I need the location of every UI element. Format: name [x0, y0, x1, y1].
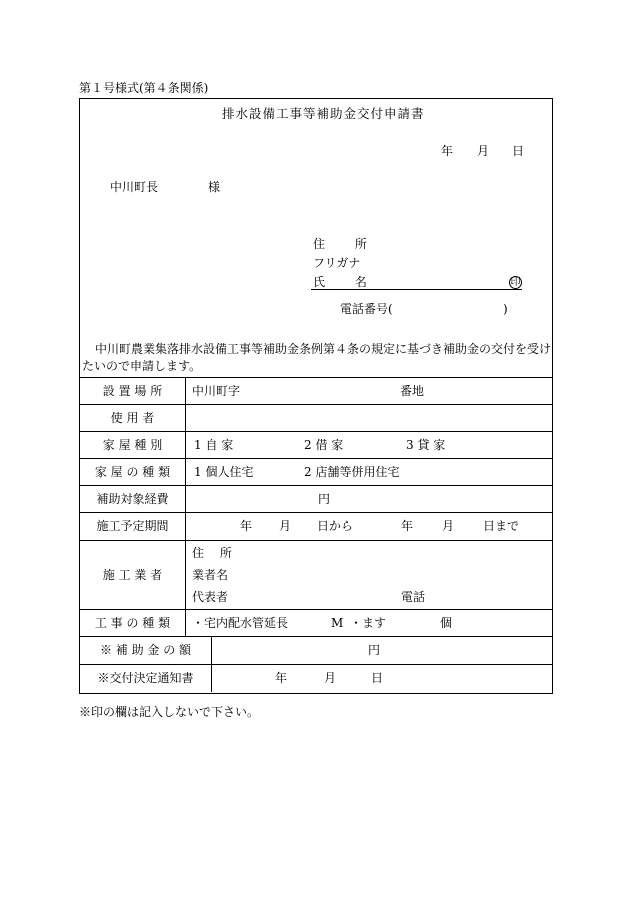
row-label-notice: ※交付決定通知書 — [97, 671, 194, 685]
addressee: 中川町長 — [110, 180, 159, 194]
date-month-label: 月 — [477, 144, 490, 158]
form-title: 排水設備工事等補助金交付申請書 — [222, 106, 425, 121]
name-underline — [311, 289, 522, 290]
applicant-name-label: 氏 名 — [313, 275, 380, 289]
schedule-end-year: 年 — [401, 519, 414, 533]
table-row-line — [80, 664, 552, 665]
schedule-end-month: 月 — [442, 519, 455, 533]
table-row-line — [80, 458, 552, 459]
table-row-line — [80, 540, 552, 541]
house-type-option-3: 3 貸 家 — [406, 438, 446, 452]
request-text-line2: たいので申請します。 — [82, 359, 202, 373]
row-label-house-kind: 家 屋 の 種 類 — [94, 465, 171, 479]
addressee-suffix: 様 — [208, 180, 221, 194]
contractor-company-label: 業者名 — [192, 568, 229, 582]
location-prefix: 中川町字 — [192, 384, 241, 398]
table-row-line — [80, 485, 552, 486]
row-label-cost: 補助対象経費 — [96, 492, 169, 506]
applicant-address-label: 住 所 — [313, 237, 380, 251]
seal-mark: 印 — [510, 277, 521, 288]
notice-day: 日 — [371, 671, 384, 685]
house-kind-option-1: 1 個人住宅 — [194, 465, 254, 479]
row-label-work-type: 工 事 の 種 類 — [94, 616, 171, 630]
cost-unit: 円 — [318, 492, 331, 506]
house-type-option-2: 2 借 家 — [304, 438, 344, 452]
location-suffix: 番地 — [400, 384, 425, 398]
work-unit-count: 個 — [440, 616, 453, 630]
house-type-option-1: 1 自 家 — [194, 438, 234, 452]
notice-year: 年 — [275, 671, 288, 685]
label-column-divider-wide — [211, 636, 212, 692]
table-row-line — [80, 404, 552, 405]
schedule-start-year: 年 — [240, 519, 253, 533]
applicant-tel-label: 電話番号( — [340, 302, 393, 316]
schedule-start-month: 月 — [279, 519, 292, 533]
request-text-line1: 中川町農業集落排水設備工事等補助金条例第４条の規定に基づき補助金の交付を受け — [95, 342, 552, 356]
date-year-label: 年 — [441, 144, 454, 158]
label-column-divider — [185, 377, 186, 636]
contractor-address-label: 住 所 — [192, 546, 238, 560]
schedule-start-day: 日から — [317, 519, 354, 533]
work-item-pipe: ・宅内配水管延長 — [192, 616, 289, 630]
work-unit-meter: M — [331, 616, 344, 630]
subsidy-unit: 円 — [368, 643, 381, 657]
form-number-label: 第１号様式(第４条関係) — [79, 81, 209, 95]
house-kind-option-2: 2 店舗等併用住宅 — [304, 465, 400, 479]
row-label-location: 設 置 場 所 — [102, 384, 163, 398]
date-day-label: 日 — [512, 144, 525, 158]
work-item-basin: ・ます — [350, 616, 387, 630]
row-label-contractor: 施 工 業 者 — [102, 568, 163, 582]
table-top-line — [80, 377, 552, 378]
table-row-line — [80, 431, 552, 432]
table-row-line — [80, 636, 552, 637]
table-row-line — [80, 609, 552, 610]
row-label-house-type: 家 屋 種 別 — [102, 438, 163, 452]
footnote: ※印の欄は記入しないで下さい。 — [79, 705, 260, 719]
notice-month: 月 — [324, 671, 337, 685]
contractor-rep-label: 代表者 — [192, 590, 229, 604]
contractor-tel-label: 電話 — [401, 590, 426, 604]
row-label-subsidy: ※ 補 助 金 の 額 — [99, 643, 192, 657]
applicant-furigana-label: フリガナ — [313, 256, 361, 270]
row-label-user: 使 用 者 — [110, 411, 155, 425]
table-row-line — [80, 512, 552, 513]
row-label-schedule: 施工予定期間 — [96, 519, 169, 533]
applicant-tel-close: ) — [503, 302, 508, 316]
schedule-end-day: 日まで — [483, 519, 520, 533]
